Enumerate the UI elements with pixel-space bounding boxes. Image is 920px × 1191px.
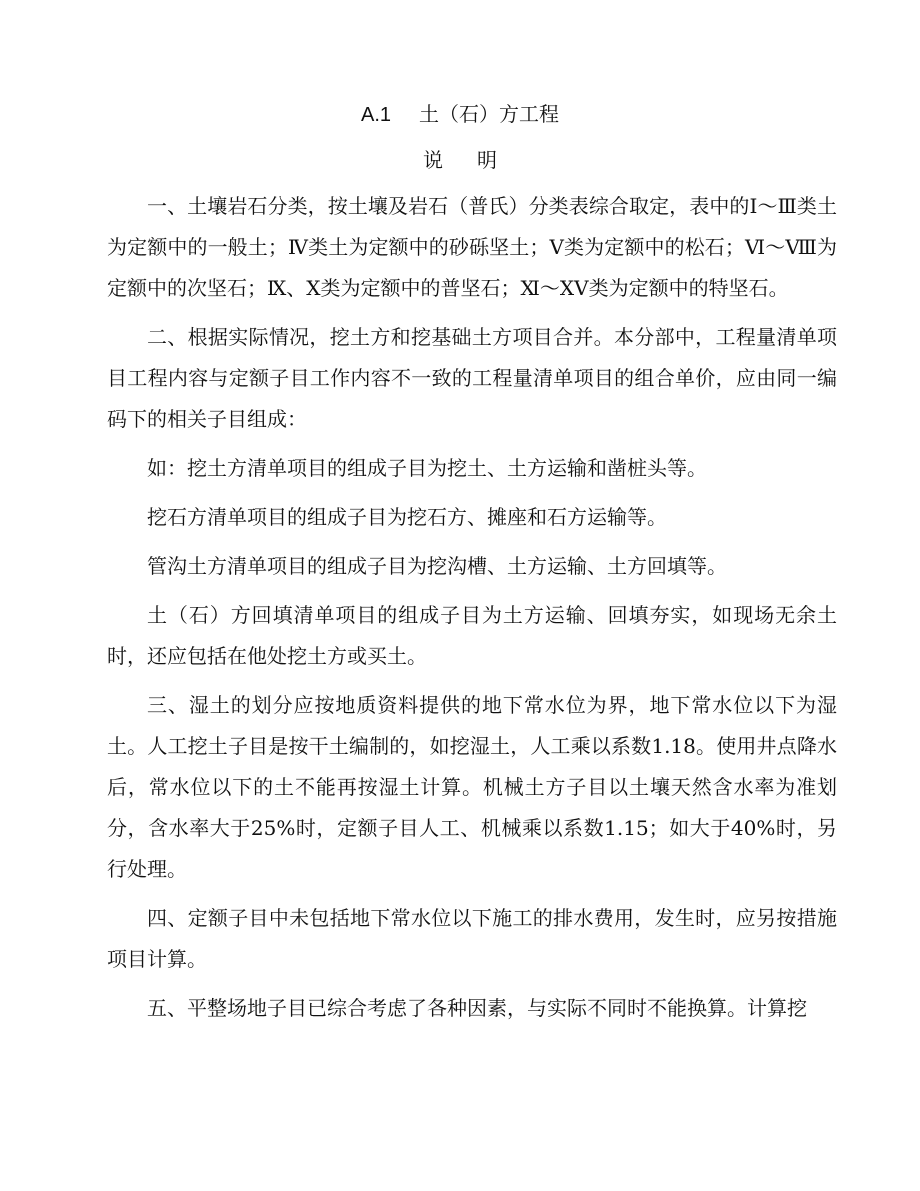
- paragraph-8: 四、定额子目中未包括地下常水位以下施工的排水费用，发生时，应另按措施项目计算。: [107, 906, 837, 971]
- section-heading: [0, 96, 920, 133]
- section-code: A.1: [360, 104, 392, 126]
- paragraph-5: 管沟土方清单项目的组成子目为挖沟槽、土方运输、土方回填等。: [147, 554, 727, 578]
- paragraph-4: 挖石方清单项目的组成子目为挖石方、摊座和石方运输等。: [147, 505, 667, 529]
- paragraph-9: 五、平整场地子目已综合考虑了各种因素，与实际不同时不能换算。计算挖: [147, 996, 807, 1020]
- paragraph-6: 土（石）方回填清单项目的组成子目为土方运输、回填夯实，如现场无余土时，还应包括在他处挖土方或买土。: [107, 603, 837, 668]
- paragraph-7: 三、湿土的划分应按地质资料提供的地下常水位为界，地下常水位以下为湿土。人工挖土子目是按干土编制的，如挖湿土，人工乘以系数1.18。使用井点降水后，常水位以下的土不能再按湿土计算。机械土方子目以土壤天然含水率为准划分，含水率大于25%时，定额子目人工、机械乘以系数1.15；如大于40%时，另行处理。: [107, 693, 837, 881]
- paragraph-1: 一、土壤岩石分类，按土壤及岩石（普氏）分类表综合取定，表中的Ⅰ～Ⅲ类土为定额中的一般土；Ⅳ类土为定额中的砂砾坚土；Ⅴ类为定额中的松石；Ⅵ～Ⅷ为定额中的次坚石；Ⅸ、Ⅹ类为定额中的普坚石；Ⅺ～ⅩⅤ类为定额中的特坚石。: [107, 194, 837, 300]
- subtitle: 说明: [423, 148, 531, 172]
- document-body: [107, 186, 837, 1029]
- section-title: 土（石）方工程: [419, 102, 560, 126]
- paragraph-2: 二、根据实际情况，挖土方和挖基础土方项目合并。本分部中，工程量清单项目工程内容与定额子目工作内容不一致的工程量清单项目的组合单价，应由同一编码下的相关子目组成：: [107, 325, 837, 431]
- paragraph-3: 如：挖土方清单项目的组成子目为挖土、土方运输和凿桩头等。: [147, 456, 707, 480]
